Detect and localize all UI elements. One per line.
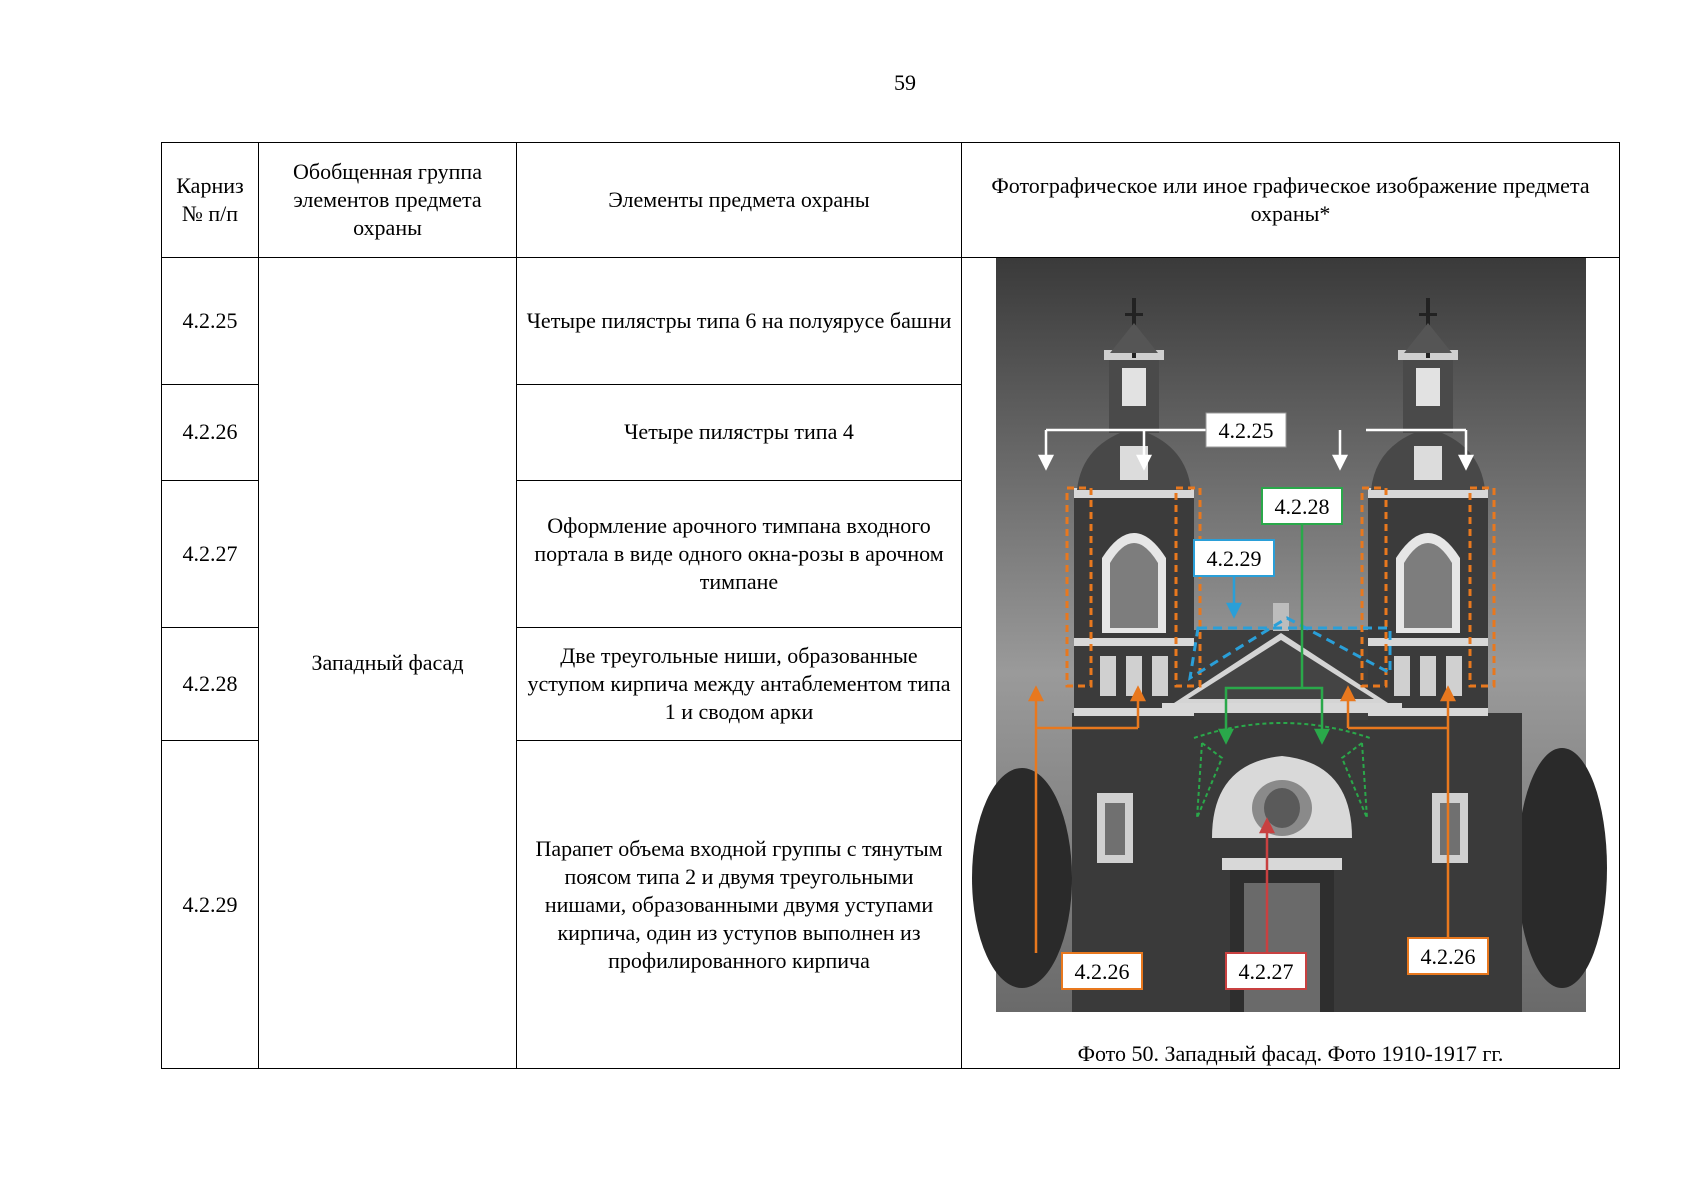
page-number: 59 xyxy=(894,70,916,95)
label-text-28: 4.2.28 xyxy=(1274,494,1330,519)
photo-caption: Фото 50. Западный фасад. Фото 1910-1917 гг. xyxy=(1077,1041,1504,1066)
label-4-2-29 xyxy=(1194,540,1274,576)
row-element: Четыре пилястры типа 4 xyxy=(517,385,962,480)
label-text-25: 4.2.25 xyxy=(1218,418,1274,443)
label-4-2-25 xyxy=(1206,413,1286,447)
row-element: Парапет объема входной группы с тянутым поясом типа 2 и двумя треугольными нишами, образованными двумя уступами кирпича, один из уступов выполнен из профилированного кирпича xyxy=(517,741,962,1069)
row-element: Оформление арочного тимпана входного портала в виде одного окна-розы в арочном тимпане xyxy=(517,480,962,627)
label-4-2-27 xyxy=(1226,953,1306,989)
row-element: Две треугольные ниши, образованные уступом кирпича между антаблементом типа 1 и сводом арки xyxy=(517,627,962,740)
label-4-2-26-right xyxy=(1408,938,1488,974)
label-text-26-right: 4.2.26 xyxy=(1420,944,1476,969)
header-image: Фотографическое или иное графическое изображение предмета охраны* xyxy=(962,143,1620,258)
row-number: 4.2.27 xyxy=(162,480,259,627)
row-number: 4.2.26 xyxy=(162,385,259,480)
row-number: 4.2.25 xyxy=(162,258,259,385)
photo-cell xyxy=(962,258,1620,1069)
row-number: 4.2.28 xyxy=(162,627,259,740)
label-text-27: 4.2.27 xyxy=(1238,959,1294,984)
group-cell: Западный фасад xyxy=(259,258,517,1069)
row-number: 4.2.29 xyxy=(162,741,259,1069)
header-group: Обобщенная группа элементов предмета охраны xyxy=(259,143,517,258)
label-4-2-26-left xyxy=(1062,953,1142,989)
header-elements: Элементы предмета охраны xyxy=(517,143,962,258)
facade-photo xyxy=(962,258,1618,1068)
header-row xyxy=(162,143,1620,258)
row-element: Четыре пилястры типа 6 на полуярусе башни xyxy=(517,258,962,385)
label-4-2-28 xyxy=(1262,488,1342,524)
label-text-29: 4.2.29 xyxy=(1206,546,1262,571)
header-number: Карниз № п/п xyxy=(162,143,259,258)
label-text-26-left: 4.2.26 xyxy=(1074,959,1130,984)
table-row xyxy=(162,258,1620,385)
heritage-table xyxy=(161,142,1620,1069)
